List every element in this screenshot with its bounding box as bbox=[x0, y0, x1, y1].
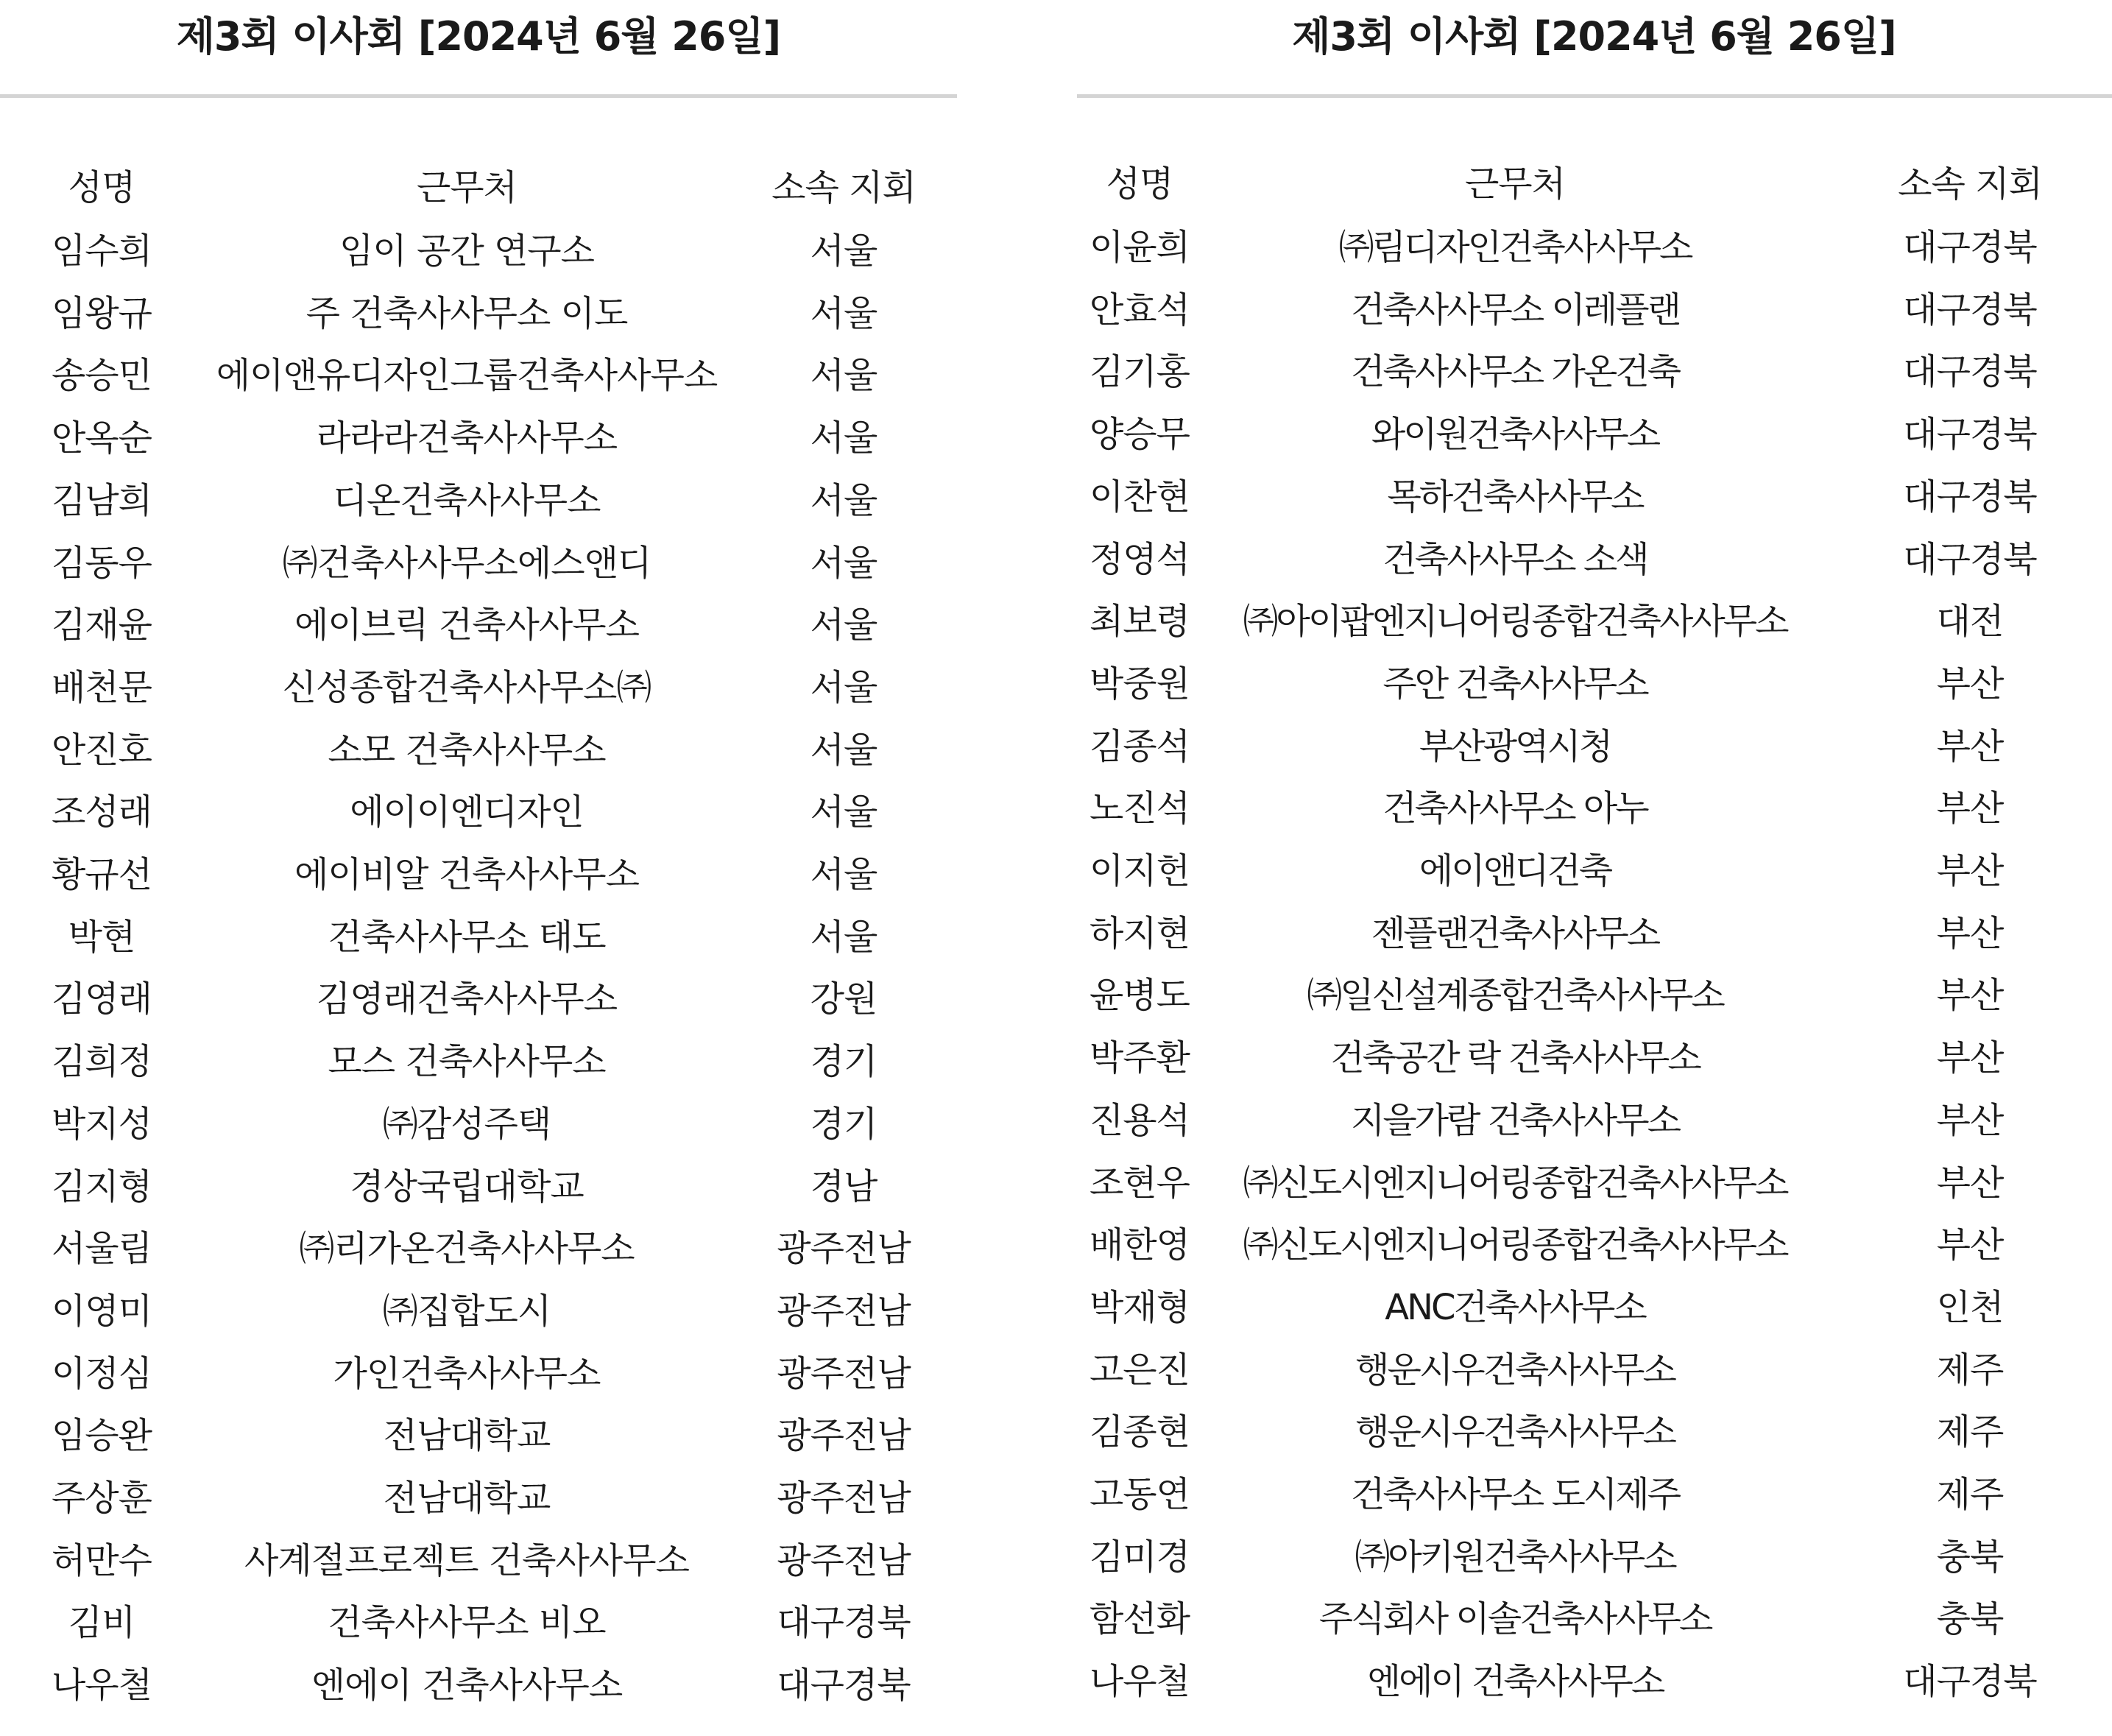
member-workplace: 건축공간 락 건축사사무소 bbox=[1330, 1037, 1700, 1079]
member-name: 김기홍 bbox=[1089, 351, 1190, 393]
member-branch: 부산 bbox=[1936, 975, 2004, 1017]
member-branch: 광주전남 bbox=[777, 1539, 911, 1581]
table-row bbox=[0, 1156, 957, 1218]
table-row bbox=[0, 1343, 957, 1405]
title-divider bbox=[1077, 94, 2112, 98]
member-branch: 대전 bbox=[1936, 601, 2004, 643]
header-branch: 소속 지회 bbox=[771, 167, 916, 208]
table-row bbox=[0, 1405, 957, 1467]
member-workplace: 목하건축사사무소 bbox=[1387, 476, 1643, 518]
member-name: 이지헌 bbox=[1089, 850, 1190, 892]
member-workplace: 젠플랜건축사사무소 bbox=[1371, 912, 1659, 954]
member-workplace: 경상국립대학교 bbox=[350, 1165, 584, 1207]
member-branch: 서울 bbox=[810, 791, 877, 833]
member-branch: 서울 bbox=[810, 916, 877, 958]
member-workplace: 전남대학교 bbox=[383, 1478, 551, 1520]
member-workplace: 임이 공간 연구소 bbox=[339, 230, 595, 272]
member-workplace: 에이앤유디자인그룹건축사사무소 bbox=[216, 355, 718, 397]
member-name: 김종현 bbox=[1089, 1411, 1190, 1453]
member-name: 양승무 bbox=[1089, 414, 1190, 456]
table-row bbox=[1077, 1027, 2112, 1090]
member-workplace: ANC건축사사무소 bbox=[1385, 1286, 1645, 1328]
header-workplace: 근무처 bbox=[416, 167, 518, 208]
member-name: 김남희 bbox=[51, 479, 152, 521]
member-name: 나우철 bbox=[51, 1665, 152, 1707]
table-row bbox=[0, 1280, 957, 1343]
member-name: 송승민 bbox=[51, 355, 152, 397]
member-workplace: ㈜리가온건축사사무소 bbox=[299, 1228, 635, 1270]
member-workplace: 에이브릭 건축사사무소 bbox=[294, 604, 639, 646]
table-row bbox=[0, 283, 957, 345]
table-row bbox=[0, 968, 957, 1031]
member-workplace: 건축사사무소 도시제주 bbox=[1351, 1474, 1679, 1516]
member-workplace: 에이앤디건축 bbox=[1419, 850, 1611, 892]
member-branch: 부산 bbox=[1936, 1224, 2004, 1266]
member-branch: 대구경북 bbox=[1903, 227, 2037, 268]
table-row bbox=[0, 1467, 957, 1530]
member-workplace: ㈜신도시엔지니어링종합건축사사무소 bbox=[1243, 1162, 1787, 1204]
member-name: 김미경 bbox=[1089, 1536, 1190, 1578]
member-name: 이영미 bbox=[51, 1290, 152, 1332]
member-branch: 경남 bbox=[810, 1165, 877, 1207]
member-name: 김지형 bbox=[51, 1165, 152, 1207]
member-name: 안효석 bbox=[1089, 289, 1190, 331]
table-row bbox=[1077, 1090, 2112, 1152]
member-name: 배한영 bbox=[1089, 1224, 1190, 1266]
member-name: 김동우 bbox=[51, 542, 152, 584]
member-workplace: 가인건축사사무소 bbox=[333, 1352, 601, 1394]
member-table bbox=[0, 156, 957, 1717]
member-name: 주상훈 bbox=[51, 1478, 152, 1520]
member-workplace: 건축사사무소 이레플랜 bbox=[1351, 289, 1679, 331]
table-header-row bbox=[0, 156, 957, 220]
member-name: 서울림 bbox=[51, 1228, 152, 1270]
member-branch: 서울 bbox=[810, 666, 877, 708]
member-name: 김영래 bbox=[51, 978, 152, 1020]
member-workplace: 엔에이 건축사사무소 bbox=[311, 1665, 623, 1707]
member-branch: 서울 bbox=[810, 355, 877, 397]
member-workplace: 소모 건축사사무소 bbox=[328, 729, 606, 771]
member-name: 하지현 bbox=[1089, 912, 1190, 954]
member-branch: 강원 bbox=[810, 978, 877, 1020]
member-branch: 서울 bbox=[810, 729, 877, 771]
member-workplace: 건축사사무소 태도 bbox=[328, 916, 606, 958]
table-row bbox=[1077, 1277, 2112, 1339]
title-divider bbox=[0, 94, 957, 98]
member-branch: 제주 bbox=[1936, 1411, 2004, 1453]
member-branch: 대구경북 bbox=[1903, 538, 2037, 580]
member-workplace: ㈜감성주택 bbox=[382, 1103, 551, 1145]
member-workplace: ㈜아이팝엔지니어링종합건축사사무소 bbox=[1243, 601, 1787, 643]
member-workplace: 김영래건축사사무소 bbox=[316, 978, 618, 1020]
table-row bbox=[0, 844, 957, 906]
member-branch: 부산 bbox=[1936, 1099, 2004, 1141]
member-branch: 대구경북 bbox=[777, 1602, 911, 1644]
header-name: 성명 bbox=[68, 167, 135, 208]
member-name: 박지성 bbox=[51, 1103, 152, 1145]
member-branch: 광주전남 bbox=[777, 1228, 911, 1270]
member-name: 조현우 bbox=[1089, 1162, 1190, 1204]
table-row bbox=[1077, 840, 2112, 903]
member-branch: 부산 bbox=[1936, 663, 2004, 705]
member-name: 나우철 bbox=[1089, 1661, 1190, 1703]
table-row bbox=[1077, 653, 2112, 716]
member-branch: 제주 bbox=[1936, 1474, 2004, 1516]
header-name: 성명 bbox=[1106, 163, 1173, 205]
member-name: 고은진 bbox=[1089, 1349, 1190, 1391]
member-branch: 서울 bbox=[810, 854, 877, 896]
member-branch: 경기 bbox=[810, 1103, 877, 1145]
member-branch: 서울 bbox=[810, 542, 877, 584]
member-name: 임수희 bbox=[51, 230, 152, 272]
table-row bbox=[0, 1654, 957, 1717]
member-branch: 광주전남 bbox=[777, 1352, 911, 1394]
table-row bbox=[0, 781, 957, 844]
table-row bbox=[1077, 716, 2112, 778]
member-branch: 대구경북 bbox=[1903, 289, 2037, 331]
member-name: 김재윤 bbox=[51, 604, 152, 646]
member-branch: 부산 bbox=[1936, 1037, 2004, 1079]
member-workplace: ㈜림디자인건축사사무소 bbox=[1338, 227, 1692, 268]
member-branch: 광주전남 bbox=[777, 1415, 911, 1457]
table-row bbox=[1077, 1152, 2112, 1215]
table-row bbox=[1077, 403, 2112, 466]
member-workplace: 신성종합건축사사무소㈜ bbox=[282, 666, 651, 708]
member-branch: 인천 bbox=[1936, 1286, 2004, 1328]
member-name: 이찬현 bbox=[1089, 476, 1190, 518]
member-branch: 부산 bbox=[1936, 912, 2004, 954]
member-branch: 대구경북 bbox=[777, 1665, 911, 1707]
member-branch: 부산 bbox=[1936, 788, 2004, 830]
member-name: 이정심 bbox=[51, 1352, 152, 1394]
member-branch: 광주전남 bbox=[777, 1478, 911, 1520]
table-row bbox=[1077, 279, 2112, 342]
table-row bbox=[0, 1218, 957, 1280]
member-workplace: 사계절프로젝트 건축사사무소 bbox=[244, 1539, 690, 1581]
member-workplace: 주안 건축사사무소 bbox=[1382, 663, 1647, 705]
member-name: 안진호 bbox=[51, 729, 152, 771]
table-row bbox=[0, 1031, 957, 1093]
member-branch: 제주 bbox=[1936, 1349, 2004, 1391]
member-branch: 부산 bbox=[1936, 725, 2004, 767]
member-workplace: 건축사사무소 비오 bbox=[328, 1602, 606, 1644]
member-name: 조성래 bbox=[51, 791, 152, 833]
table-row bbox=[1077, 1214, 2112, 1277]
member-name: 노진석 bbox=[1089, 788, 1190, 830]
table-row bbox=[1077, 1464, 2112, 1526]
member-workplace: 건축사사무소 소색 bbox=[1382, 538, 1647, 580]
member-name: 박주환 bbox=[1089, 1037, 1190, 1079]
table-row bbox=[1077, 1401, 2112, 1464]
table-row bbox=[1077, 777, 2112, 840]
member-name: 박현 bbox=[68, 916, 135, 958]
member-workplace: 디온건축사사무소 bbox=[333, 479, 601, 521]
member-branch: 대구경북 bbox=[1903, 414, 2037, 456]
member-name: 김희정 bbox=[51, 1041, 152, 1083]
table-header-row bbox=[1077, 152, 2112, 216]
member-workplace: ㈜일신설계종합건축사사무소 bbox=[1307, 975, 1723, 1017]
table-row bbox=[0, 1592, 957, 1654]
member-branch: 서울 bbox=[810, 479, 877, 521]
table-row bbox=[1077, 466, 2112, 529]
member-workplace: 모스 건축사사무소 bbox=[328, 1041, 606, 1083]
member-name: 고동연 bbox=[1089, 1474, 1190, 1516]
table-row bbox=[1077, 903, 2112, 965]
member-workplace: 부산광역시청 bbox=[1419, 725, 1611, 767]
member-name: 임승완 bbox=[51, 1415, 152, 1457]
member-workplace: ㈜아키원건축사사무소 bbox=[1355, 1536, 1675, 1578]
member-name: 허만수 bbox=[51, 1539, 152, 1581]
table-row bbox=[0, 719, 957, 782]
member-workplace: 건축사사무소 가온건축 bbox=[1351, 351, 1679, 393]
member-name: 최보령 bbox=[1089, 601, 1190, 643]
table-body bbox=[0, 220, 957, 1717]
table-row bbox=[0, 594, 957, 657]
member-workplace: 주식회사 이솔건축사사무소 bbox=[1318, 1598, 1712, 1640]
member-name: 안옥순 bbox=[51, 417, 152, 459]
table-row bbox=[1077, 1339, 2112, 1402]
member-name: 함선화 bbox=[1089, 1598, 1190, 1640]
table-row bbox=[1077, 1651, 2112, 1713]
member-name: 박중원 bbox=[1089, 663, 1190, 705]
member-workplace: 건축사사무소 아누 bbox=[1382, 788, 1647, 830]
member-name: 진용석 bbox=[1089, 1099, 1190, 1141]
table-row bbox=[1077, 1588, 2112, 1651]
member-workplace: 와이원건축사사무소 bbox=[1371, 414, 1659, 456]
member-branch: 부산 bbox=[1936, 1162, 2004, 1204]
member-branch: 서울 bbox=[810, 604, 877, 646]
member-name: 황규선 bbox=[51, 854, 152, 896]
member-branch: 대구경북 bbox=[1903, 1661, 2037, 1703]
table-row bbox=[1077, 216, 2112, 279]
member-name: 정영석 bbox=[1089, 538, 1190, 580]
member-branch: 부산 bbox=[1936, 850, 2004, 892]
member-branch: 서울 bbox=[810, 292, 877, 334]
table-row bbox=[0, 906, 957, 969]
member-workplace: 에이비알 건축사사무소 bbox=[294, 854, 639, 896]
table-row bbox=[1077, 341, 2112, 403]
table-row bbox=[0, 470, 957, 532]
header-branch: 소속 지회 bbox=[1898, 163, 2042, 205]
member-branch: 대구경북 bbox=[1903, 476, 2037, 518]
member-workplace: 행운시우건축사사무소 bbox=[1355, 1411, 1675, 1453]
table-row bbox=[0, 532, 957, 595]
member-branch: 충북 bbox=[1936, 1598, 2004, 1640]
table-row bbox=[1077, 529, 2112, 591]
member-name: 임왕규 bbox=[51, 292, 152, 334]
table-row bbox=[0, 345, 957, 407]
table-row bbox=[0, 1093, 957, 1156]
member-workplace: ㈜집합도시 bbox=[382, 1290, 551, 1332]
member-workplace: ㈜신도시엔지니어링종합건축사사무소 bbox=[1243, 1224, 1787, 1266]
member-workplace: 행운시우건축사사무소 bbox=[1355, 1349, 1675, 1391]
member-branch: 광주전남 bbox=[777, 1290, 911, 1332]
member-branch: 서울 bbox=[810, 417, 877, 459]
table-row bbox=[1077, 964, 2112, 1027]
member-branch: 대구경북 bbox=[1903, 351, 2037, 393]
table-row bbox=[0, 220, 957, 283]
member-branch: 경기 bbox=[810, 1041, 877, 1083]
member-table bbox=[1077, 152, 2112, 1713]
member-branch: 서울 bbox=[810, 230, 877, 272]
panel-title: 제3회 이사회 [2024년 6월 26일] bbox=[176, 13, 781, 60]
member-workplace: 지을가람 건축사사무소 bbox=[1351, 1099, 1679, 1141]
member-workplace: ㈜건축사사무소에스앤디 bbox=[282, 542, 651, 584]
member-name: 배천문 bbox=[51, 666, 152, 708]
table-body bbox=[1077, 216, 2112, 1713]
table-row bbox=[0, 407, 957, 470]
header-workplace: 근무처 bbox=[1464, 163, 1566, 205]
table-row bbox=[0, 657, 957, 719]
member-workplace: 주 건축사사무소 이도 bbox=[306, 292, 628, 334]
table-row bbox=[0, 1530, 957, 1592]
member-branch: 충북 bbox=[1936, 1536, 2004, 1578]
member-name: 윤병도 bbox=[1089, 975, 1190, 1017]
member-name: 김비 bbox=[68, 1602, 135, 1644]
member-workplace: 라라라건축사사무소 bbox=[316, 417, 618, 459]
table-row bbox=[1077, 1526, 2112, 1589]
member-name: 박재형 bbox=[1089, 1286, 1190, 1328]
member-workplace: 전남대학교 bbox=[383, 1415, 551, 1457]
table-row bbox=[1077, 590, 2112, 653]
member-name: 이윤희 bbox=[1089, 227, 1190, 268]
member-name: 김종석 bbox=[1089, 725, 1190, 767]
member-workplace: 에이이엔디자인 bbox=[350, 791, 584, 833]
panel-title: 제3회 이사회 [2024년 6월 26일] bbox=[1292, 13, 1896, 60]
member-workplace: 엔에이 건축사사무소 bbox=[1366, 1661, 1664, 1703]
